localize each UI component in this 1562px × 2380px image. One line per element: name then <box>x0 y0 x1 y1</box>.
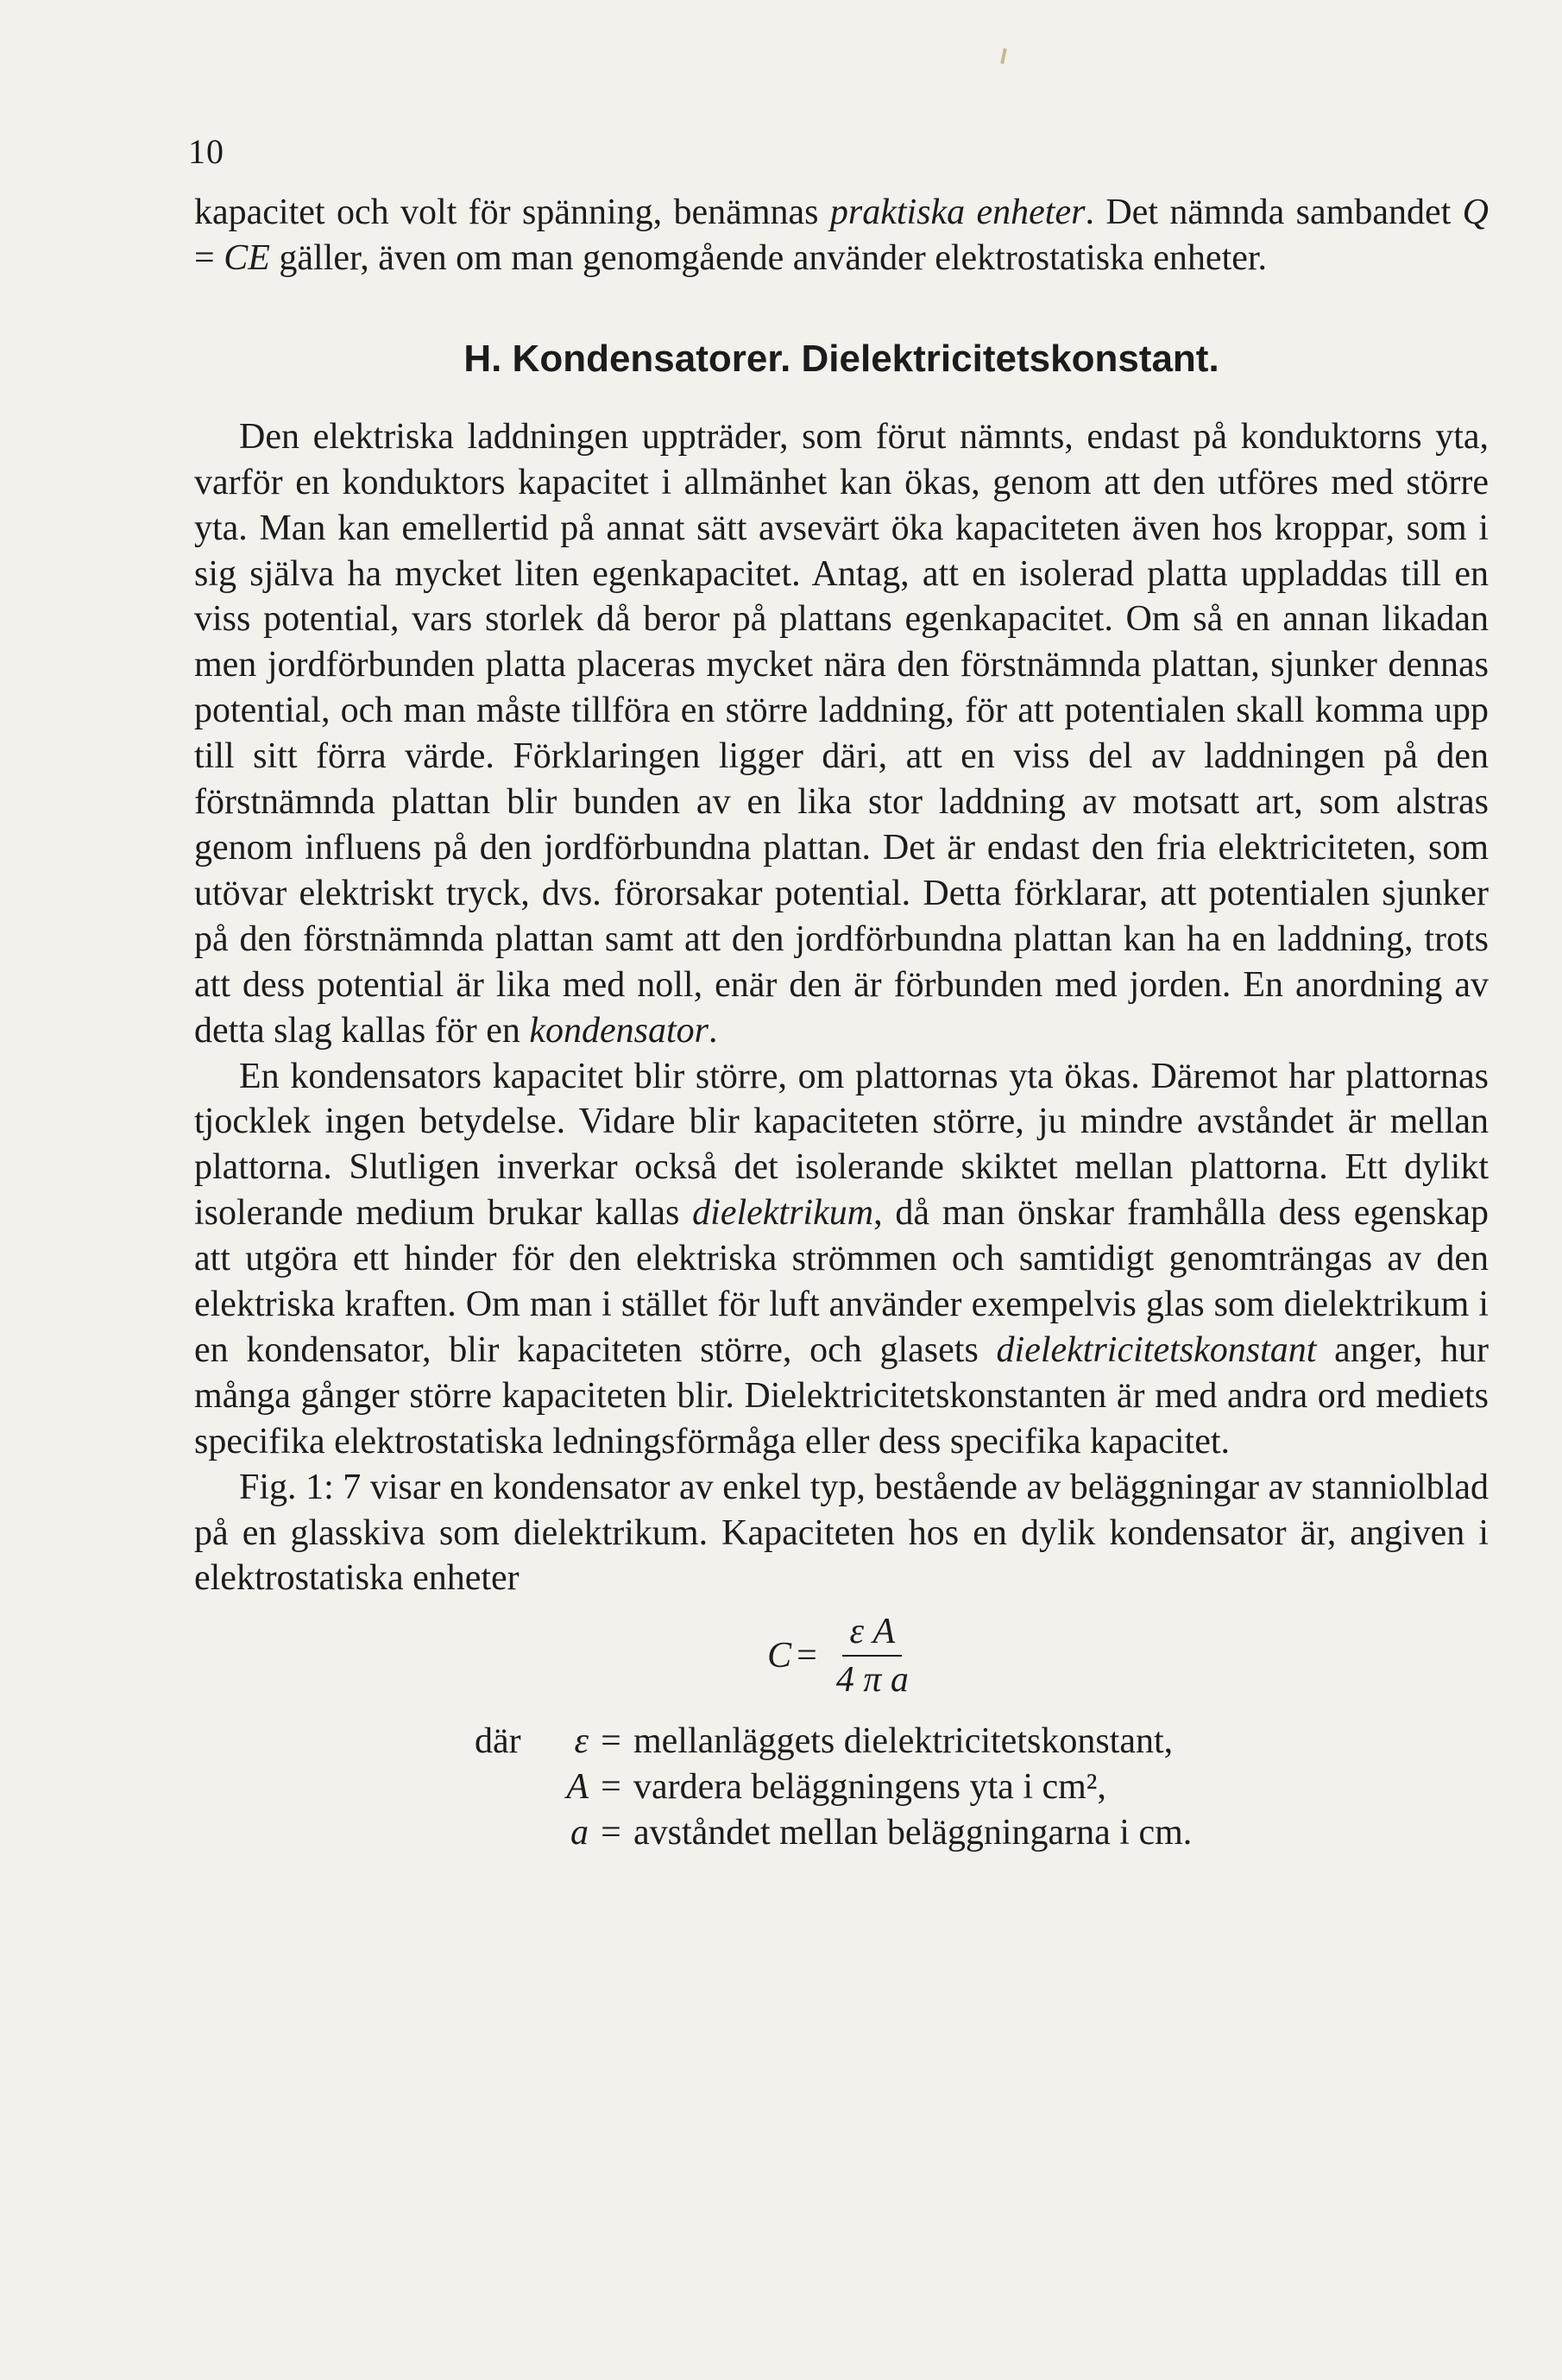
symbol-q: Q <box>1462 193 1489 232</box>
definition-text: mellanläggets dielektricitetskonstant, <box>633 1721 1174 1762</box>
definition-prefix: där <box>475 1721 521 1762</box>
section-heading: H. Kondensatorer. Dielektricitetskonstant. <box>463 337 1219 380</box>
formula-fraction <box>829 1610 916 1701</box>
definition-equals: = <box>601 1813 621 1853</box>
paragraph-2-text-1: En kondensators kapacitet blir större, om plattornas yta ökas. Däremot har plattornas tjocklek ingen betydelse. Vidare blir kapaciteten större, ju mindre avståndet är mellan plattorna. Slutligen inverkar också det isolerande skiktet mellan plattorna. Ett dylikt isolerande medium brukar kallas <box>194 1056 1489 1234</box>
intro-text-2: . Det nämnda sambandet <box>1085 193 1463 232</box>
formula-numerator: ε A <box>842 1610 902 1657</box>
term-praktiska-enheter: praktiska enheter <box>829 193 1086 232</box>
paper-speck <box>1000 48 1007 64</box>
paragraph-2-text-3: anger, hur många gånger större kapaciteten blir. Dielektricitetskonstanten är med andra ord mediets specifika elektrostatiska ledningsförmåga eller dess specifika kapacitet. <box>194 1329 1489 1461</box>
formula-denominator: 4 π a <box>835 1660 909 1701</box>
definition-row <box>475 1764 1489 1810</box>
definition-equals: = <box>601 1721 621 1762</box>
symbol-ce: CE <box>224 237 270 278</box>
intro-text-3: gäller, även om man genomgående använder elektrostatiska enheter. <box>269 237 1268 278</box>
page-body <box>194 190 1489 1856</box>
paragraph-1-end: . <box>709 1010 718 1051</box>
paragraph-1 <box>194 414 1489 1054</box>
paragraph-2 <box>194 1054 1489 1465</box>
definition-text: vardera beläggningens yta i cm², <box>633 1767 1106 1808</box>
paragraph-1-text: Den elektriska laddningen uppträder, som förut nämnts, endast på konduktorns yta, varför en konduktors kapacitet i allmänhet kan ökas, genom att den utföres med större yta. Man kan emellertid på annat sätt avsevärt öka kapaciteten även hos kroppar, som i sig själva ha mycket liten egenkapacitet. Antag, att en isolerad platta uppladdas till en viss potential, vars storlek då beror på plattans egenkapacitet. Om så en annan likadan men jordförbunden platta placeras mycket nära den förstnämnda plattan, sjunker dennas potential, och man måste tillföra en större laddning, för att potentialen skall komma upp till sitt förra värde. Förklaringen ligger däri, att en viss del av laddningen på den förstnämnda plattan blir bunden av en lika stor laddning av motsatt art, som alstras genom influens på den jordförbundna plattan. Det är endast den fria elektriciteten, som utövar elektriskt tryck, dvs. förorsakar potential. Detta förklarar, att potentialen sjunker på den förstnämnda plattan samt att den jordförbundna plattan kan ha en laddning, trots att dess potential är lika med noll, enär den är förbunden med jorden. En anordning av detta slag kallas för en <box>194 416 1489 1051</box>
definition-equals: = <box>601 1767 621 1808</box>
intro-equals: = <box>194 237 224 278</box>
variable-definitions <box>475 1719 1489 1856</box>
formula-equals: = <box>797 1635 817 1676</box>
definition-row <box>475 1810 1489 1856</box>
intro-paragraph <box>194 190 1489 281</box>
paragraph-3: Fig. 1: 7 visar en kondensator av enkel typ, bestående av beläggningar av stanniolblad på en glasskiva som dielektrikum. Kapaciteten hos en dylik kondensator är, angiven i elektrostatiska enheter <box>194 1467 1489 1599</box>
paragraph-2-text-2: , då man önskar framhålla dess egenskap att utgöra ett hinder för den elektriska strömmen och samtidigt genomträngas av den elektriska kraften. Om man i stället för luft använder exempelvis glas som dielektrikum i en kondensator, blir kapaciteten större, och glasets <box>194 1193 1489 1370</box>
definition-row <box>475 1719 1489 1764</box>
term-dielektrikum: dielektrikum <box>692 1193 874 1234</box>
page-number: 10 <box>188 132 224 171</box>
definition-symbol: ε <box>574 1721 589 1762</box>
term-dielektricitetskonstant: dielektricitetskonstant <box>996 1329 1317 1370</box>
definition-text: avståndet mellan beläggningarna i cm. <box>633 1813 1193 1853</box>
intro-text-1: kapacitet och volt för spänning, benämnas <box>194 193 830 232</box>
definition-symbol: a <box>570 1813 589 1853</box>
capacitance-formula <box>194 1610 1489 1701</box>
definition-symbol: A <box>566 1767 589 1808</box>
term-kondensator: kondensator <box>529 1010 709 1051</box>
formula-lhs: C <box>767 1635 792 1676</box>
